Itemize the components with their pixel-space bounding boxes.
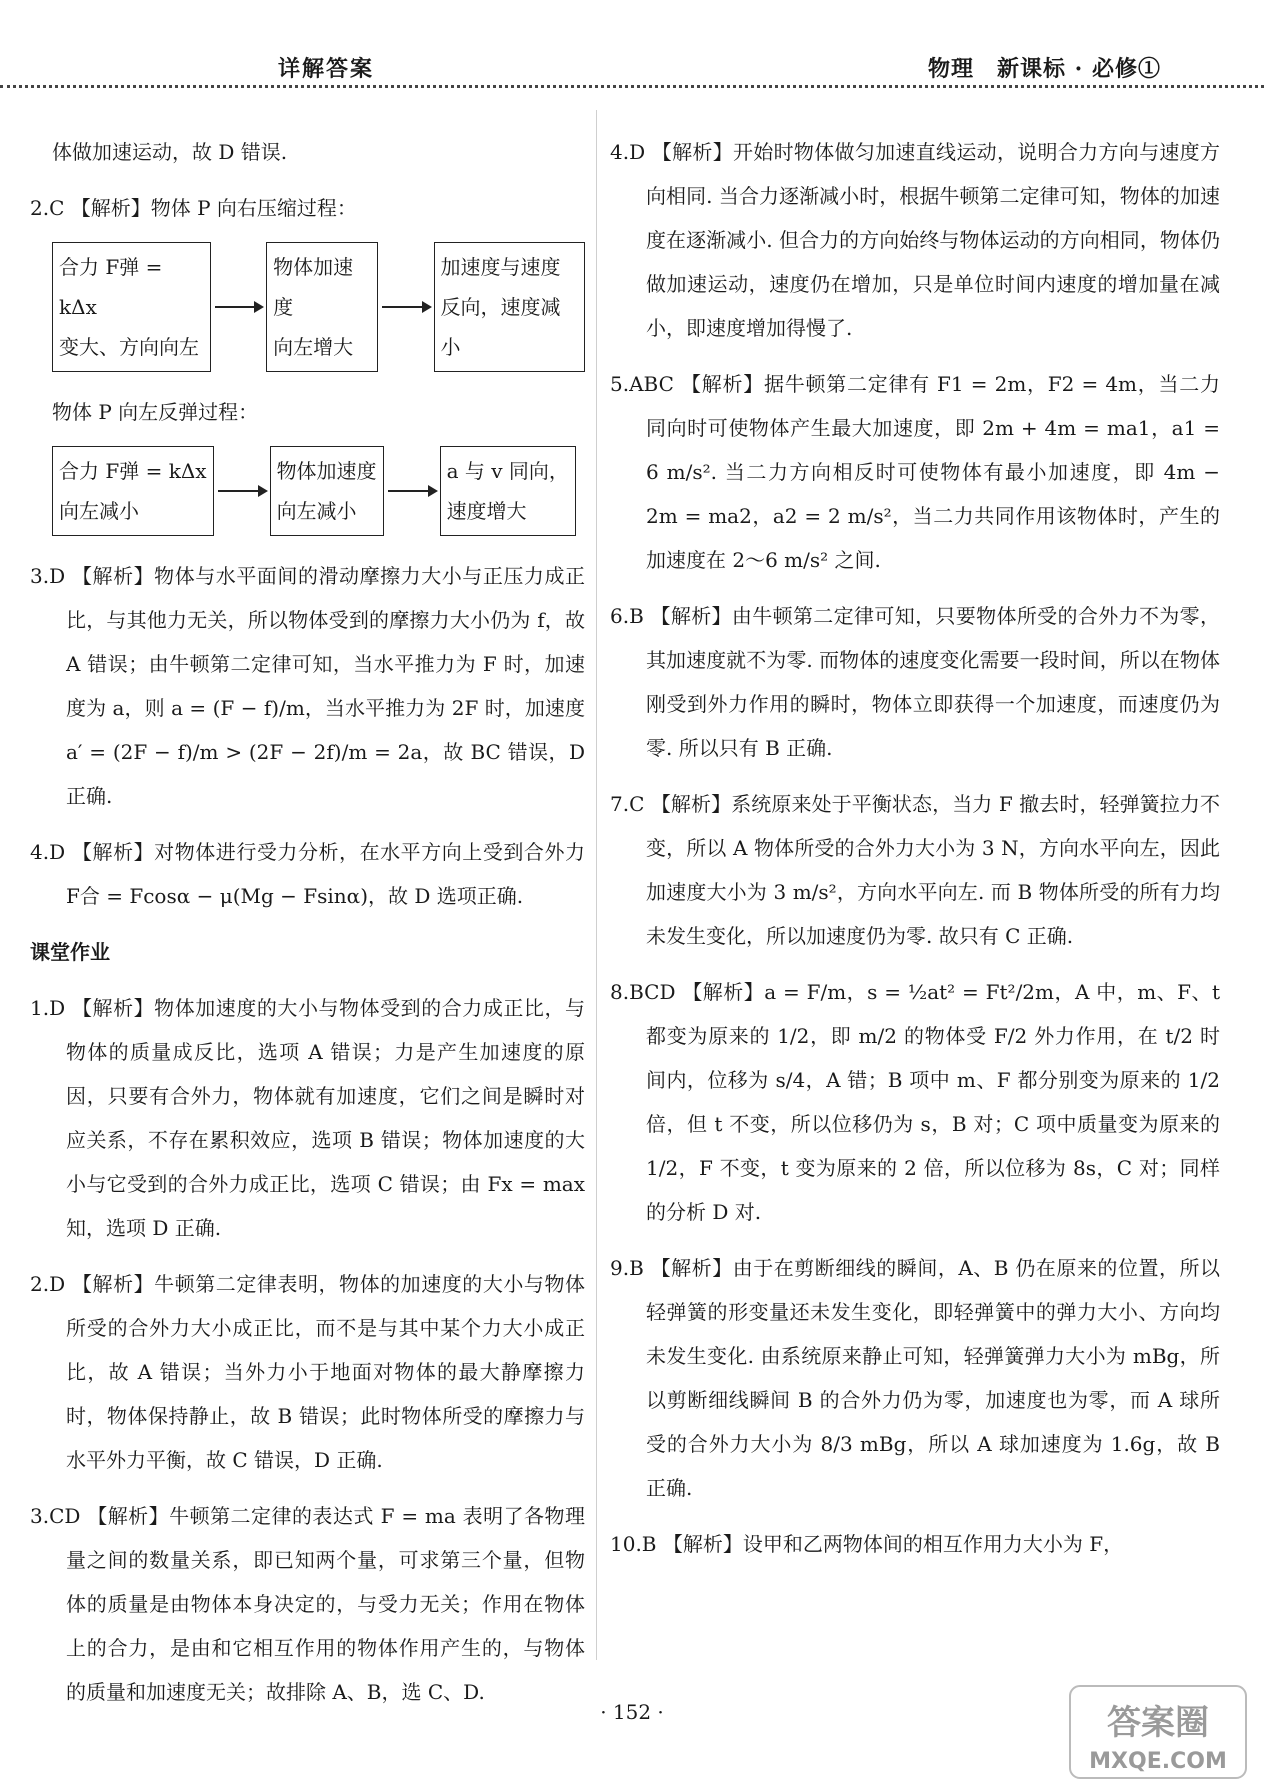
flow-diagram bbox=[52, 446, 585, 536]
flow-box: a 与 v 同向， 速度增大 bbox=[440, 446, 576, 536]
flow-arrow bbox=[382, 306, 429, 308]
answer-continuation: 体做加速运动，故 D 错误. bbox=[52, 140, 288, 164]
watermark-text-url: MXQE.COM bbox=[1089, 1749, 1227, 1774]
answer-item: 3.D 【解析】物体与水平面间的滑动摩擦力大小与正压力成正比，与其他力无关，所以物体受到的摩擦力大小仍为 f，故 A 错误；由牛顿第二定律可知，当水平推力为 F 时，加速度为 a，则 a = (F − f)/m，当水平推力为 2F 时，加速度 a′ = (2F − f)/m > (2F − 2f)/m = 2a，故 BC 错误，D 正确. bbox=[30, 564, 585, 808]
answer-item: 5.ABC 【解析】据牛顿第二定律有 F1 = 2m，F2 = 4m，当二力同向时可使物体产生最大加速度，即 2m + 4m = ma1，a1 = 6 m/s². 当二力方向相反时可使物体有最小加速度，即 4m − 2m = ma2，a2 = 2 m/s²，当二力共同作用该物体时，产生的加速度在 2～6 m/s² 之间. bbox=[610, 372, 1220, 572]
header-right-title: 物理 新课标 · 必修① bbox=[928, 56, 1161, 82]
answer-item: 3.CD 【解析】牛顿第二定律的表达式 F = ma 表明了各物理量之间的数量关系，即已知两个量，可求第三个量，但物体的质量是由物体本身决定的，与受力无关；作用在物体上的合力，是由和它相互作用的物体作用产生的，与物体的质量和加速度无关；故排除 A、B，选 C、D. bbox=[30, 1504, 585, 1704]
answer-item: 8.BCD 【解析】a = F/m，s = ½at² = Ft²/2m，A 中，m、F、t 都变为原来的 1/2，即 m/2 的物体受 F/2 外力作用，在 t/2 时间内，位移为 s/4，A 错；B 项中 m、F 都分别变为原来的 1/2 倍，但 t 不变，所以位移仍为 s，B 对；C 项中质量变为原来的 1/2，F 不变，t 变为原来的 2 倍，所以位移为 8s，C 对；同样的分析 D 对. bbox=[610, 980, 1220, 1224]
flow-diagram bbox=[52, 242, 585, 372]
flow-box: 物体加速度 向左增大 bbox=[266, 242, 378, 372]
flow-arrow bbox=[215, 306, 262, 308]
answer-item: 1.D 【解析】物体加速度的大小与物体受到的合力成正比，与物体的质量成反比，选项 A 错误；力是产生加速度的原因，只要有合外力，物体就有加速度，它们之间是瞬时对应关系，不存在累积效应，选项 B 错误；物体加速度的大小与它受到的合外力成正比，选项 C 错误；由 Fx = max 知，选项 D 正确. bbox=[30, 996, 585, 1240]
answer-item: 4.D 【解析】开始时物体做匀加速直线运动，说明合力方向与速度方向相同. 当合力逐渐减小时，根据牛顿第二定律可知，物体的加速度在逐渐减小. 但合力的方向始终与物体运动的方向相同，物体仍做加速运动，速度仍在增加，只是单位时间内速度的增加量在减小，即速度增加得慢了. bbox=[610, 140, 1220, 340]
flow-box: 合力 F弹 = kΔx 变大、方向向左 bbox=[52, 242, 211, 372]
answer-item: 7.C 【解析】系统原来处于平衡状态，当力 F 撤去时，轻弹簧拉力不变，所以 A 物体所受的合外力大小为 3 N，方向水平向左，因此加速度大小为 3 m/s²，方向水平向左. 而 B 物体所受的所有力均未发生变化，所以加速度仍为零. 故只有 C 正确. bbox=[610, 792, 1220, 948]
section-heading: 课堂作业 bbox=[30, 940, 110, 964]
flow-box: 合力 F弹 = kΔx 向左减小 bbox=[52, 446, 214, 536]
answer-item: 2.C 【解析】物体 P 向右压缩过程： bbox=[30, 196, 357, 220]
answer-item: 6.B 【解析】由牛顿第二定律可知，只要物体所受的合外力不为零，其加速度就不为零. 而物体的速度变化需要一段时间，所以在物体刚受到外力作用的瞬时，物体立即获得一个加速度，而速度仍为零. 所以只有 B 正确. bbox=[610, 604, 1220, 760]
right-column bbox=[610, 130, 1220, 1578]
flow-arrow bbox=[388, 490, 436, 492]
left-column bbox=[30, 130, 585, 1726]
watermark-logo bbox=[1068, 1684, 1248, 1780]
page-header bbox=[0, 0, 1264, 88]
header-left-title: 详解答案 bbox=[278, 56, 375, 82]
header-rule bbox=[0, 85, 1264, 88]
page-number: · 152 · bbox=[600, 1700, 664, 1724]
flow-box: 加速度与速度 反向，速度减小 bbox=[434, 242, 586, 372]
answer-item: 9.B 【解析】由于在剪断细线的瞬间，A、B 仍在原来的位置，所以轻弹簧的形变量还未发生变化，即轻弹簧中的弹力大小、方向均未发生变化. 由系统原来静止可知，轻弹簧弹力大小为 mBg，所以剪断细线瞬间 B 的合外力仍为零，加速度也为零，而 A 球所受的合外力大小为 8/3 mBg，所以 A 球加速度为 1.6g，故 B 正确. bbox=[610, 1256, 1220, 1500]
answer-continuation: 物体 P 向左反弹过程： bbox=[52, 400, 259, 424]
column-divider bbox=[596, 110, 597, 1660]
answer-item: 2.D 【解析】牛顿第二定律表明，物体的加速度的大小与物体所受的合外力大小成正比，而不是与其中某个力大小成正比，故 A 错误；当外力小于地面对物体的最大静摩擦力时，物体保持静止，故 B 错误；此时物体所受的摩擦力与水平外力平衡，故 C 错误，D 正确. bbox=[30, 1272, 585, 1472]
answer-item: 4.D 【解析】对物体进行受力分析，在水平方向上受到合外力 F合 = Fcosα − μ(Mg − Fsinα)，故 D 选项正确. bbox=[30, 840, 585, 908]
flow-arrow bbox=[218, 490, 266, 492]
answer-item: 10.B 【解析】设甲和乙两物体间的相互作用力大小为 F， bbox=[610, 1532, 1124, 1556]
watermark-text-cn: 答案圈 bbox=[1107, 1703, 1209, 1743]
flow-box: 物体加速度 向左减小 bbox=[270, 446, 384, 536]
